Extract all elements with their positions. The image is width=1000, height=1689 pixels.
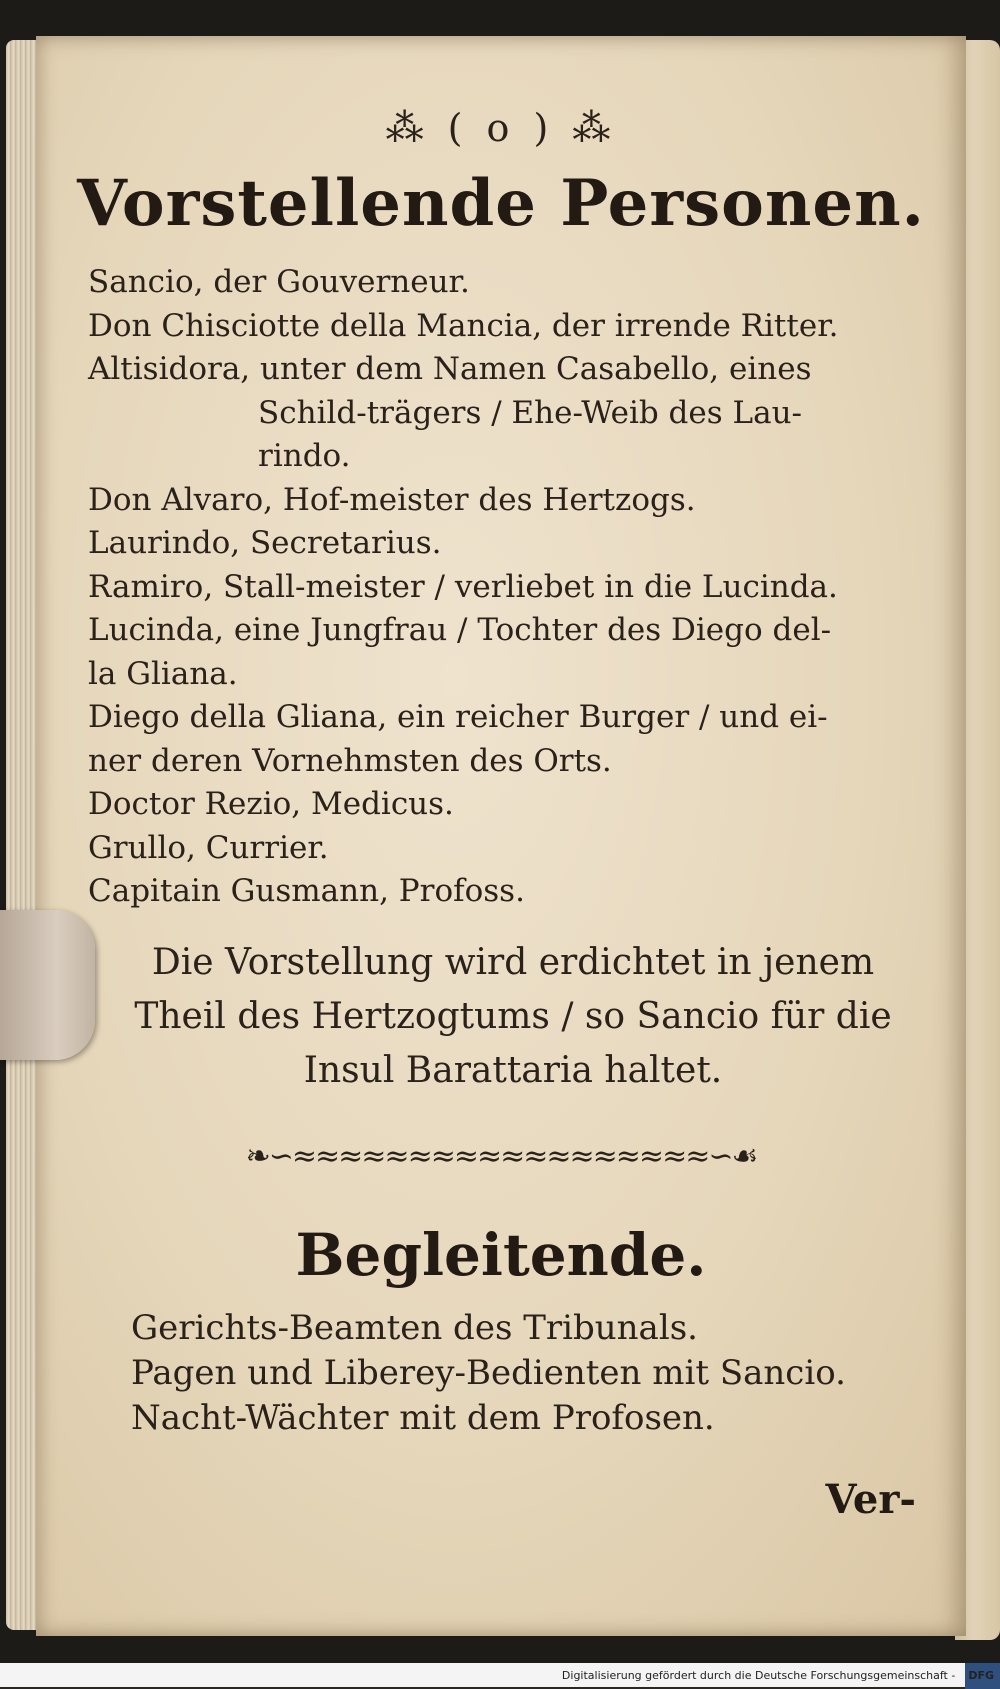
cast-line: Ramiro, Stall-meister / verliebet in die Lucinda. bbox=[88, 568, 838, 605]
cast-line: Capitain Gusmann, Profoss. bbox=[88, 873, 525, 909]
cast-line: Grullo, Currier. bbox=[88, 829, 329, 866]
attendant-line: Nacht-Wächter mit dem Profosen. bbox=[131, 1398, 715, 1438]
setting-line: Die Vorstellung wird erdichtet in jenem bbox=[151, 942, 875, 983]
setting-line: Theil des Hertzogtums / so Sancio für die bbox=[134, 996, 892, 1037]
cast-line: rindo. bbox=[258, 438, 351, 474]
decorative-rule: ❧∽≈≈≈≈≈≈≈≈≈≈≈≈≈≈≈≈≈≈∽☙ bbox=[245, 1138, 757, 1174]
catchword: Ver- bbox=[825, 1476, 916, 1523]
dfg-logo: DFG bbox=[965, 1663, 1000, 1689]
cast-line: la Gliana. bbox=[88, 655, 238, 692]
cast-line: ner deren Vornehmsten des Orts. bbox=[88, 742, 612, 779]
cast-line: Don Alvaro, Hof-meister des Hertzogs. bbox=[88, 481, 696, 518]
cast-line: Diego della Gliana, ein reicher Burger / und ei- bbox=[88, 699, 828, 735]
page-title: Vorstellende Personen. bbox=[77, 166, 925, 241]
cast-line: Sancio, der Gouverneur. bbox=[88, 264, 470, 300]
digitization-footer bbox=[0, 1663, 1000, 1687]
cast-line: Don Chisciotte della Mancia, der irrende Ritter. bbox=[88, 307, 839, 344]
section-heading: Begleitende. bbox=[295, 1221, 707, 1289]
setting-paragraph bbox=[88, 936, 938, 1098]
cast-line: Schild-trägers / Ehe-Weib des Lau- bbox=[258, 394, 803, 431]
cast-line: Lucinda, eine Jungfrau / Tochter des Diego del- bbox=[88, 612, 832, 648]
footer-credit: Digitalisierung gefördert durch die Deutsche Forschungsgemeinschaft - bbox=[561, 1669, 956, 1682]
cast-line: Doctor Rezio, Medicus. bbox=[88, 786, 454, 822]
cast-list bbox=[88, 261, 928, 914]
page-header-ornament: ⁂ ( o ) ⁂ bbox=[385, 106, 617, 150]
cast-line: Altisidora, unter dem Namen Casabello, eines bbox=[88, 351, 812, 387]
book-page bbox=[36, 36, 966, 1636]
setting-line: Insul Barattaria haltet. bbox=[303, 1050, 723, 1091]
cast-line: Laurindo, Secretarius. bbox=[88, 525, 442, 561]
attendant-line: Gerichts-Beamten des Tribunals. bbox=[131, 1308, 698, 1348]
page-tab-marker bbox=[0, 910, 95, 1060]
attendant-line: Pagen und Liberey-Bedienten mit Sancio. bbox=[131, 1353, 846, 1393]
attendants-list bbox=[131, 1306, 931, 1441]
